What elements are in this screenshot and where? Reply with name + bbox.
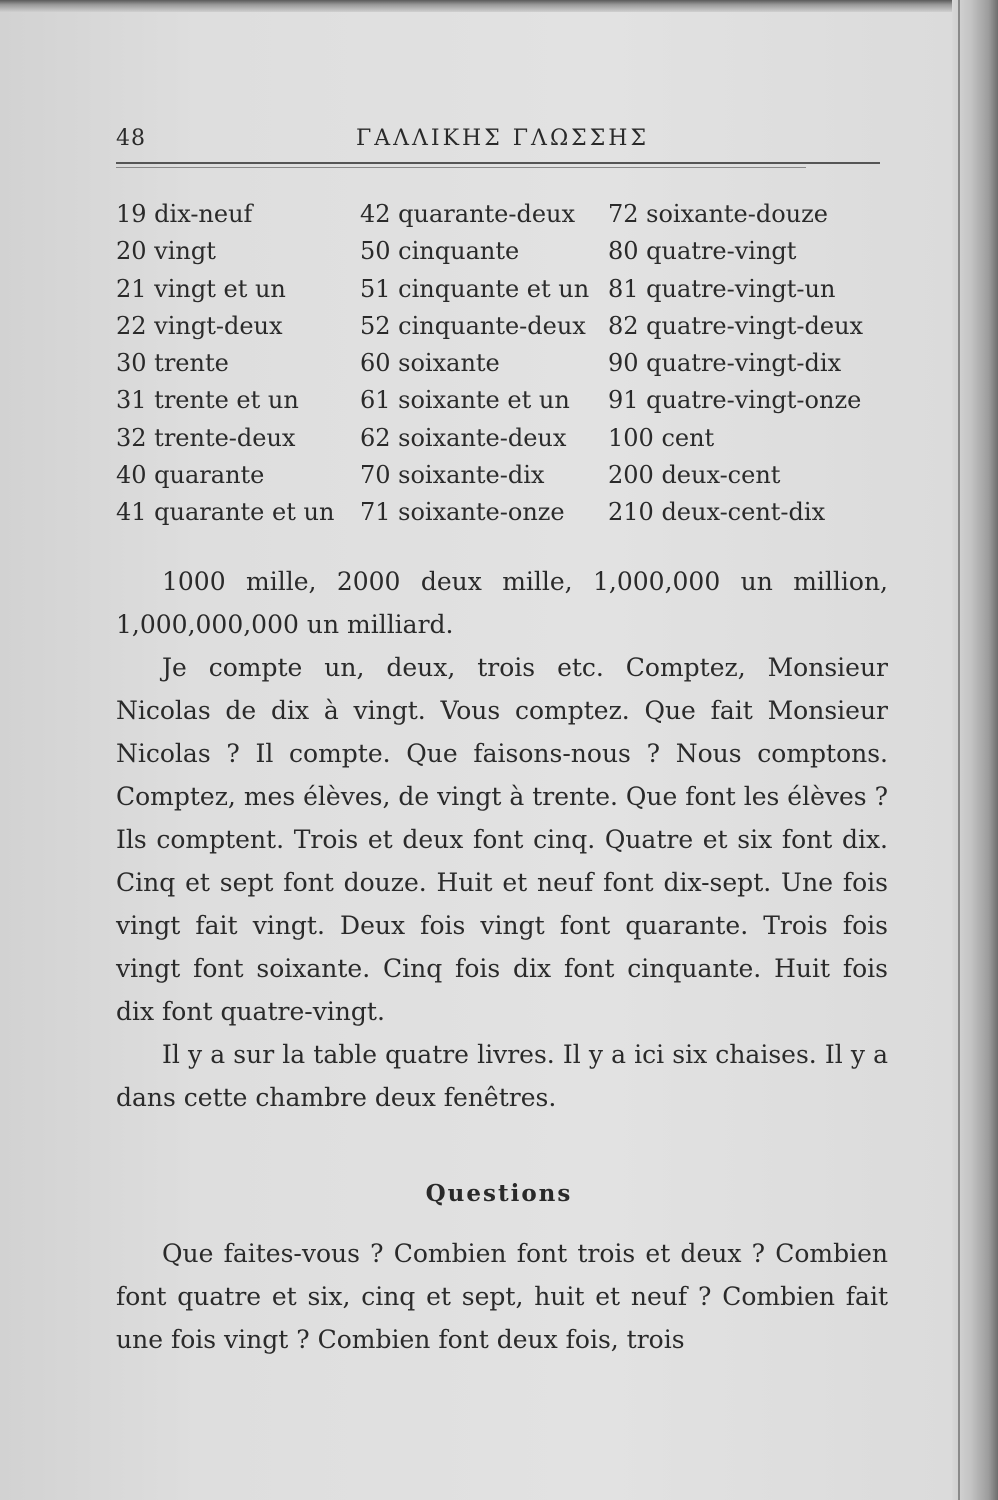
number-entry: 90 quatre-vingt-dix [608,349,842,378]
number-row [116,349,896,386]
questions-heading: Questions [425,1180,573,1207]
number-table [116,200,896,536]
number-entry: 80 quatre-vingt [608,237,797,266]
paragraph-table: Il y a sur la table quatre livres. Il y a ici six chaises. Il y a dans cette chambre deux fenêtres. [116,1040,888,1112]
number-entry: 22 vingt-deux [116,311,283,340]
questions-text-block [116,1232,888,1361]
number-entry: 40 quarante [116,461,265,490]
number-entry: 100 cent [608,423,715,452]
paragraph-counting: Je compte un, deux, trois etc. Comptez, Monsieur Nicolas de dix à vingt. Vous comptez. Que fait Monsieur Nicolas ? Il compte. Que faisons-nous ? Nous comptons. Comptez, mes élèves, de vingt à trente. Que font les élèves ? Ils comptent. Trois et deux font cinq. Quatre et six font dix. Cinq et sept font douze. Huit et neuf font dix-sept. Une fois vingt fait vingt. Deux fois vingt font quarante. Trois fois vingt font soixante. Cinq fois dix font cinquante. Huit fois dix font quatre-vingt. [116,653,888,1026]
body-text [116,560,888,1119]
number-entry: 19 dix-neuf [116,200,253,228]
number-entry: 41 quarante et un [116,498,335,527]
number-entry: 200 deux-cent [608,461,781,490]
number-entry: 70 soixante-dix [360,461,545,490]
number-entry: 21 vingt et un [116,274,286,303]
page-header [116,118,880,158]
number-row [116,200,896,237]
number-entry: 30 trente [116,349,229,378]
number-row [116,237,896,274]
number-entry: 50 cinquante [360,237,520,266]
number-entry: 31 trente et un [116,386,299,415]
page-number: 48 [116,126,146,151]
header-rule [116,162,880,164]
page-fold-line [958,0,960,1500]
number-entry: 72 soixante-douze [608,200,828,228]
questions-paragraph: Que faites-vous ? Combien font trois et deux ? Combien font quatre et six, cinq et sept, huit et neuf ? Combien fait une fois vingt ? Combien font deux fois, trois [116,1239,888,1354]
number-entry: 32 trente-deux [116,423,296,452]
number-row [116,312,896,349]
number-row [116,424,896,461]
number-entry: 82 quatre-vingt-deux [608,311,864,340]
number-entry: 61 soixante et un [360,386,570,415]
running-title: ΓΑΛΛΙΚΗΣ ΓΛΩΣΣΗΣ [356,126,650,151]
number-entry: 52 cinquante-deux [360,311,586,340]
number-entry: 51 cinquante et un [360,274,590,303]
number-entry: 42 quarante-deux [360,200,576,228]
number-entry: 210 deux-cent-dix [608,498,826,527]
number-entry: 71 soixante-onze [360,498,565,527]
number-row [116,461,896,498]
number-entry: 62 soixante-deux [360,423,567,452]
number-row [116,275,896,312]
number-entry: 20 vingt [116,237,216,266]
number-row [116,498,896,535]
header-rule-thin [116,167,806,168]
number-row [116,386,896,423]
number-entry: 81 quatre-vingt-un [608,274,836,303]
number-entry: 60 soixante [360,349,500,378]
number-entry: 91 quatre-vingt-onze [608,386,862,415]
page-top-edge [0,0,998,12]
paragraph-large-numbers: 1000 mille, 2000 deux mille, 1,000,000 un million, 1,000,000,000 un milliard. [116,567,888,639]
